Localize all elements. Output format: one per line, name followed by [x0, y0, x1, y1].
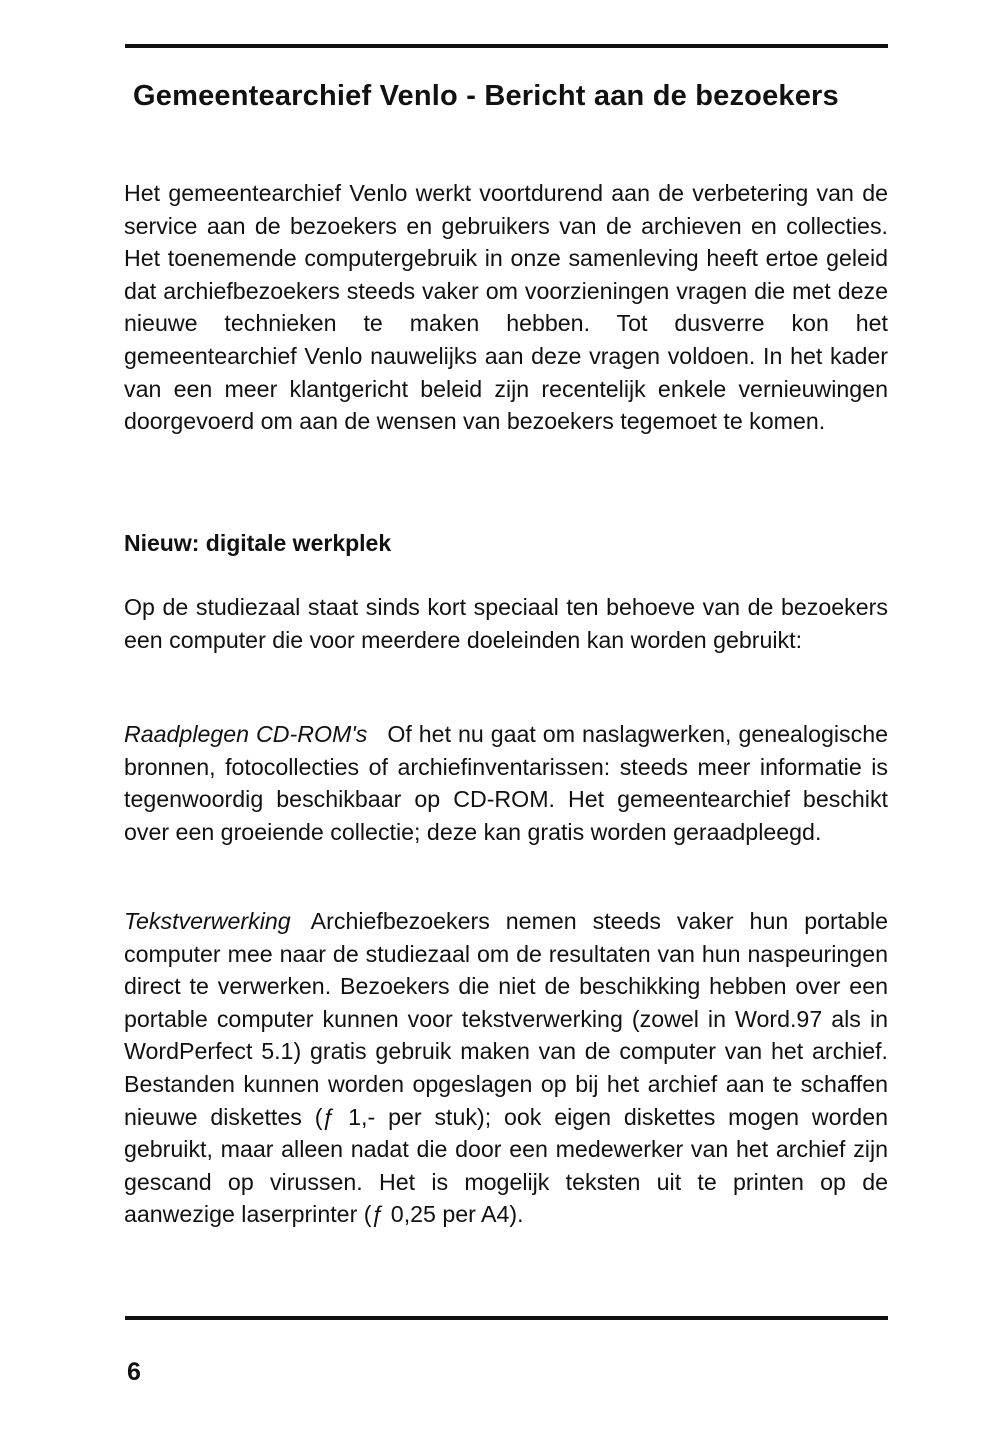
section-heading: Nieuw: digitale werkplek	[124, 530, 392, 556]
cdrom-term: Raadplegen CD-ROM's	[124, 721, 368, 747]
intro-paragraph: Het gemeentearchief Venlo werkt voortdurend aan de verbetering van de service aan de bezoekers en gebruikers van de archieven en collecties. Het toenemende computergebruik in onze samenleving heeft ertoe geleid dat archiefbezoekers steeds vaker om voorzieningen vragen die met deze nieuwe technieken te maken hebben. Tot dusverre kon het gemeentearchief Venlo nauwelijks aan deze vragen voldoen. In het kader van een meer klantgericht beleid zijn recentelijk enkele vernieuwingen doorgevoerd om aan de wensen van bezoekers tegemoet te komen.	[124, 180, 888, 435]
tekstverwerking-term: Tekstverwerking	[124, 908, 291, 934]
tekstverwerking-text: Archiefbezoekers nemen steeds vaker hun portable computer mee naar de studiezaal om de resultaten van hun naspeuringen direct te verwerken. Bezoekers die niet de beschikking hebben over een portable computer kunnen voor tekstverwerking (zowel in Word.97 als in WordPerfect 5.1) gratis gebruik maken van de computer van het archief. Bestanden kunnen worden opgeslagen op bij het archief aan te schaffen nieuwe diskettes (ƒ 1,- per stuk); ook eigen diskettes mogen worden gebruikt, maar alleen nadat die door een medewerker van het archief zijn gescand op virussen. Het is mogelijk teksten uit te printen op de aanwezige laserprinter (ƒ 0,25 per A4).	[124, 908, 888, 1228]
cdrom-text: Of het nu gaat om naslagwerken, genealogische bronnen, fotocollecties of archiefinventarissen: steeds meer informatie is tegenwoordig beschikbaar op CD-ROM. Het gemeentearchief beschikt over een groeiende collectie; deze kan gratis worden geraadpleegd.	[124, 721, 888, 845]
studiezaal-paragraph: Op de studiezaal staat sinds kort speciaal ten behoeve van de bezoekers een computer die voor meerdere doeleinden kan worden gebruikt:	[124, 594, 888, 653]
page-number: 6	[127, 1358, 141, 1386]
tekstverwerking-paragraph	[124, 905, 888, 1231]
cdrom-paragraph	[124, 718, 888, 848]
page-title: Gemeentearchief Venlo - Bericht aan de bezoekers	[133, 80, 839, 112]
bottom-rule	[125, 1316, 888, 1320]
top-rule	[125, 44, 888, 48]
